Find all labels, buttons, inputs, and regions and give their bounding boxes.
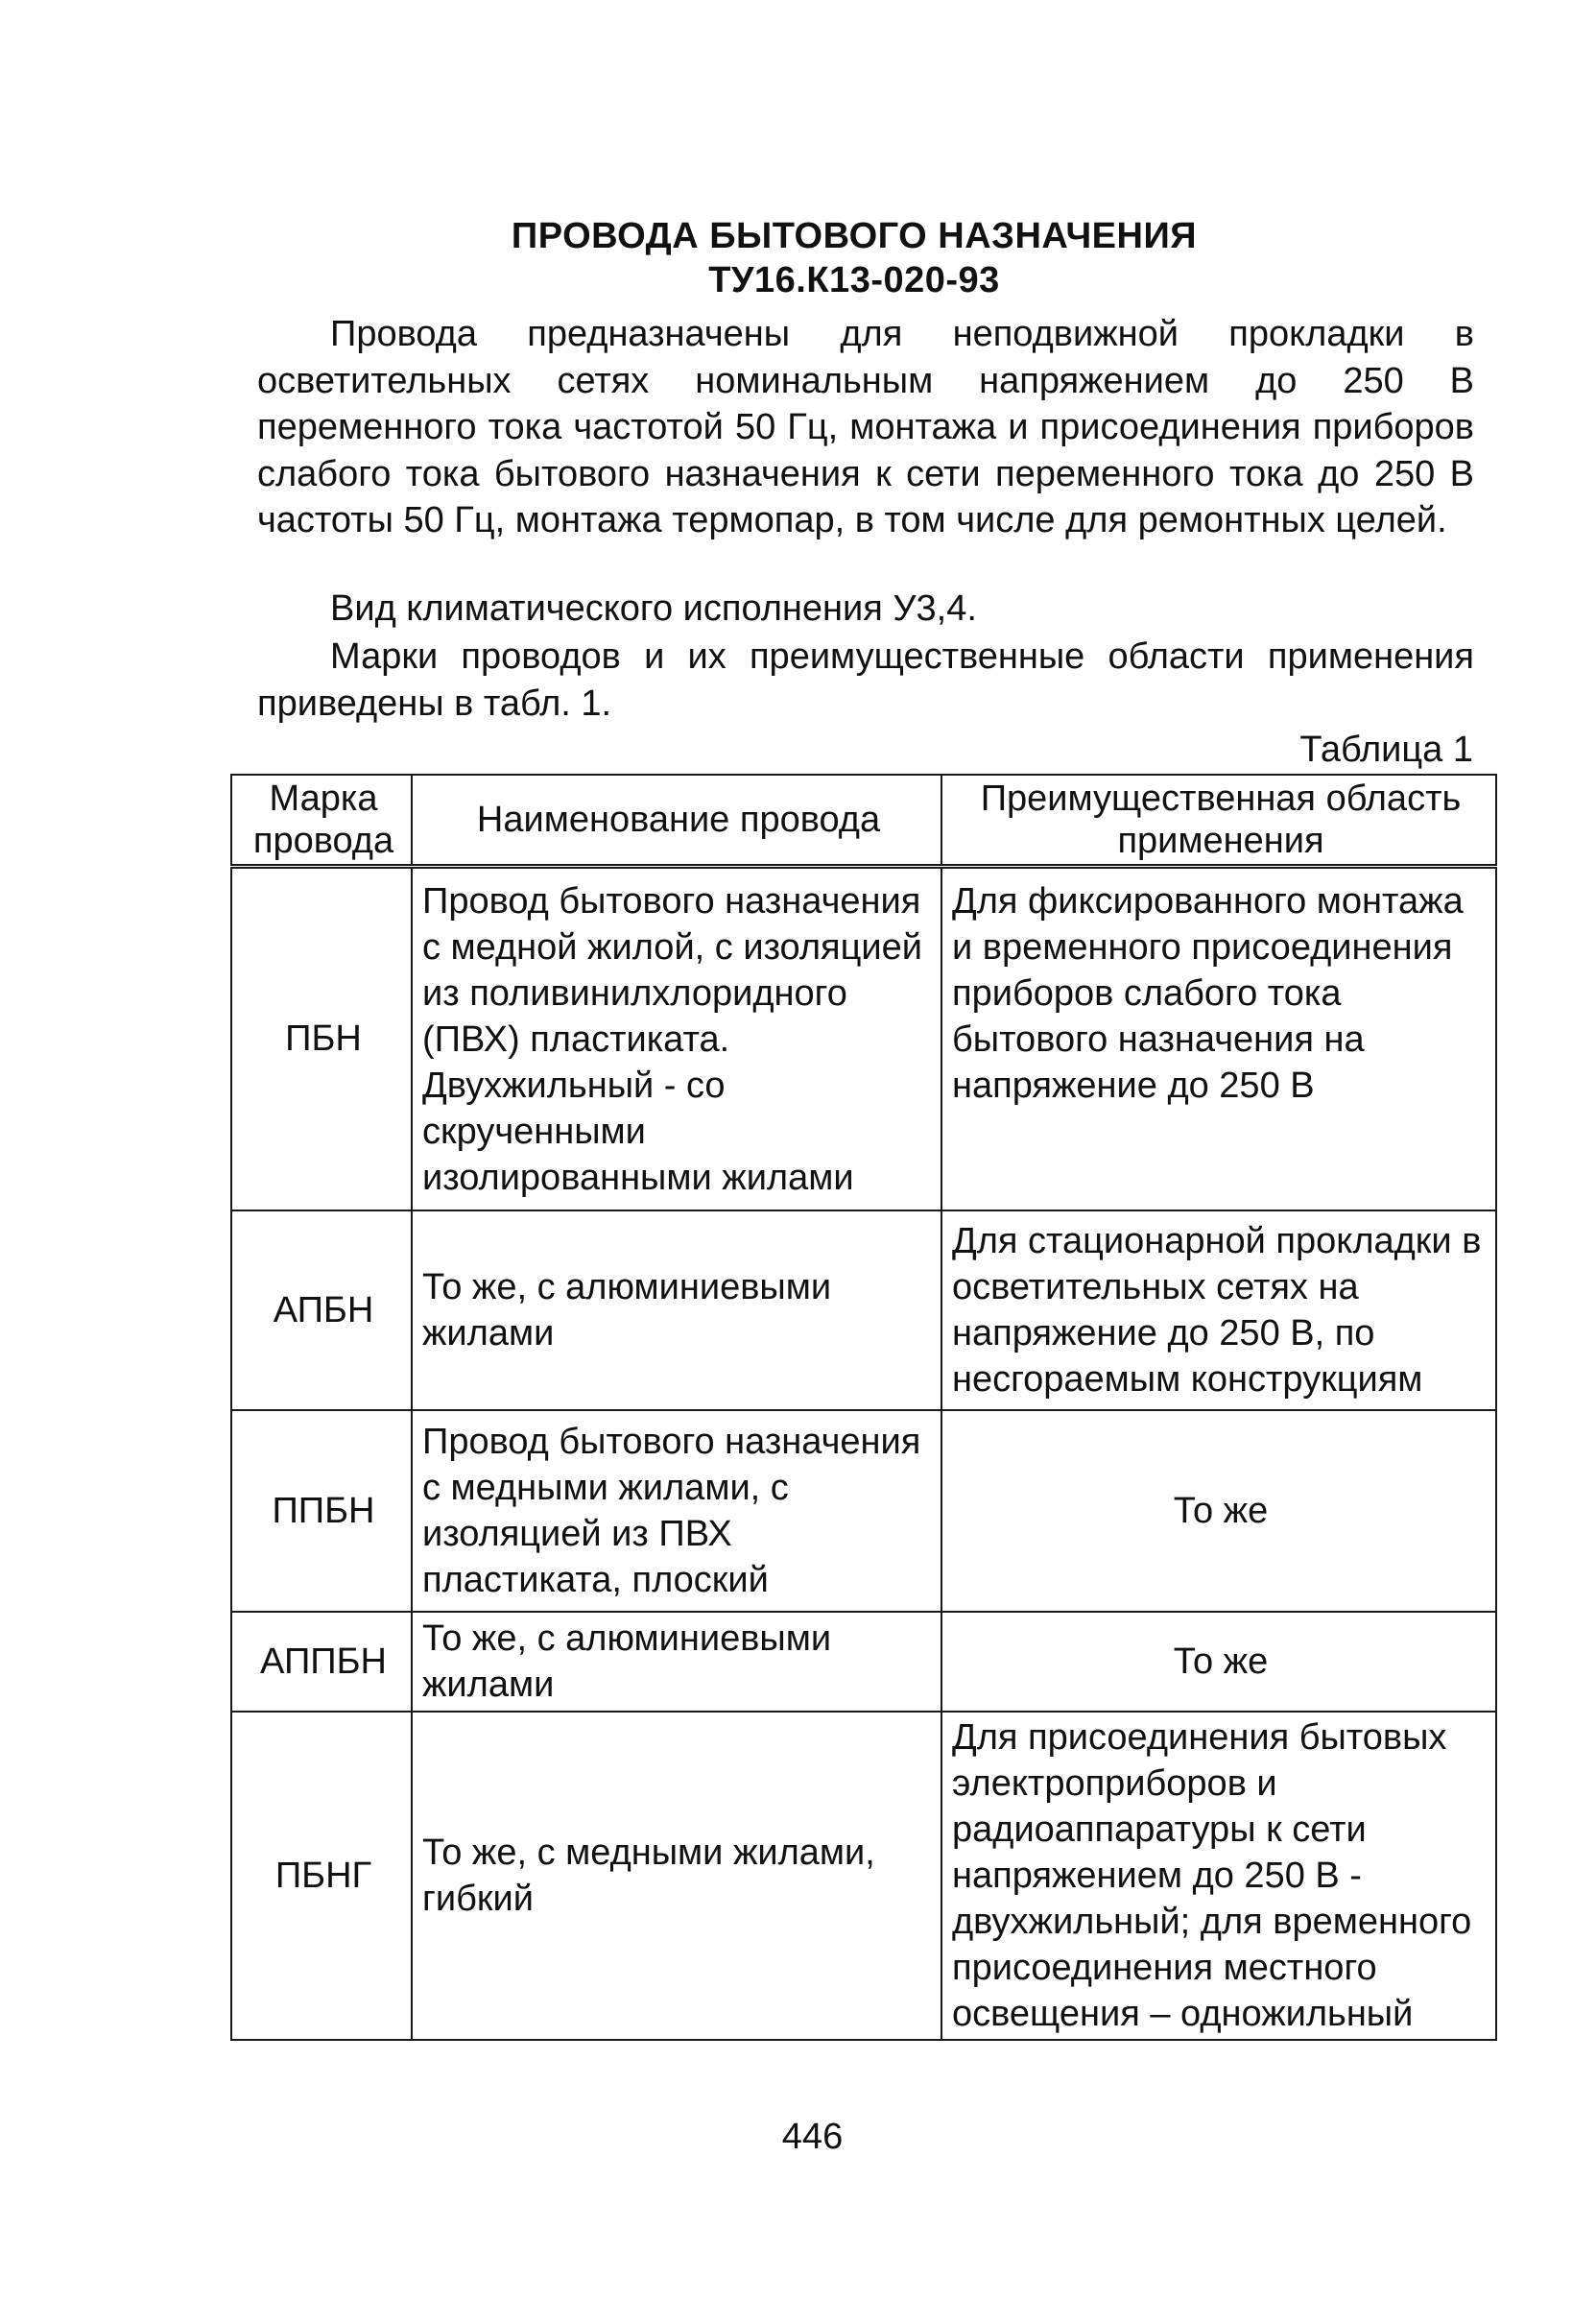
table-reference-paragraph: Марки проводов и их преимущественные области применения приведены в табл. 1. [257,636,1474,724]
page-number: 446 [781,2117,844,2157]
cell-name: Провод бытового назначения с медной жилой, с изоляцией из поливинилхлоридного (ПВХ) пластиката. Двухжильный - со скрученными изолированными жилами [412,867,941,1210]
cell-area: То же [941,1612,1496,1712]
table-row [231,1410,1496,1612]
cell-mark: ПБНГ [231,1712,412,2040]
cell-area: То же [941,1410,1496,1612]
cell-name: То же, с алюминиевыми жилами [412,1210,941,1410]
header-area: Преимущественная область применения [941,775,1496,867]
climate-paragraph: Вид климатического исполнения У3,4. [330,588,977,629]
purpose-paragraph: Провода предназначены для неподвижной прокладки в осветительных сетях номинальным напряжением до 250 В переменного тока частотой 50 Гц, монтажа и присоединения приборов слабого тока бытового назначения к сети переменного тока до 250 В частоты 50 Гц, монтажа термопар, в том числе для ремонтных целей. [257,314,1474,540]
cell-area: Для стационарной прокладки в осветительных сетях на напряжение до 250 В, по несгораемым конструкциям [941,1210,1496,1410]
table-caption: Таблица 1 [1299,730,1473,770]
table-row [231,1210,1496,1410]
cell-mark: ППБН [231,1410,412,1612]
cell-mark: ПБН [231,867,412,1210]
header-mark: Марка провода [231,775,412,867]
page-title: ПРОВОДА БЫТОВОГО НАЗНАЧЕНИЯ [511,216,1198,256]
table-row [231,1712,1496,2040]
cell-mark: АППБН [231,1612,412,1712]
wire-table [230,774,1497,2041]
table-row [231,1612,1496,1712]
cell-name: То же, с алюминиевыми жилами [412,1612,941,1712]
standard-code: ТУ16.К13-020-93 [708,260,1000,300]
header-name: Наименование провода [412,775,941,867]
cell-name: Провод бытового назначения с медными жилами, с изоляцией из ПВХ пластиката, плоский [412,1410,941,1612]
cell-mark: АПБН [231,1210,412,1410]
cell-area: Для фиксированного монтажа и временного присоединения приборов слабого тока бытового назначения на напряжение до 250 В [941,867,1496,1210]
cell-name: То же, с медными жилами, гибкий [412,1712,941,2040]
table-row [231,867,1496,1210]
cell-area: Для присоединения бытовых электроприборов и радиоаппаратуры к сети напряжением до 250 В - двухжильный; для временного присоединения местного освещения – одножильный [941,1712,1496,2040]
table-header-row [231,775,1496,867]
